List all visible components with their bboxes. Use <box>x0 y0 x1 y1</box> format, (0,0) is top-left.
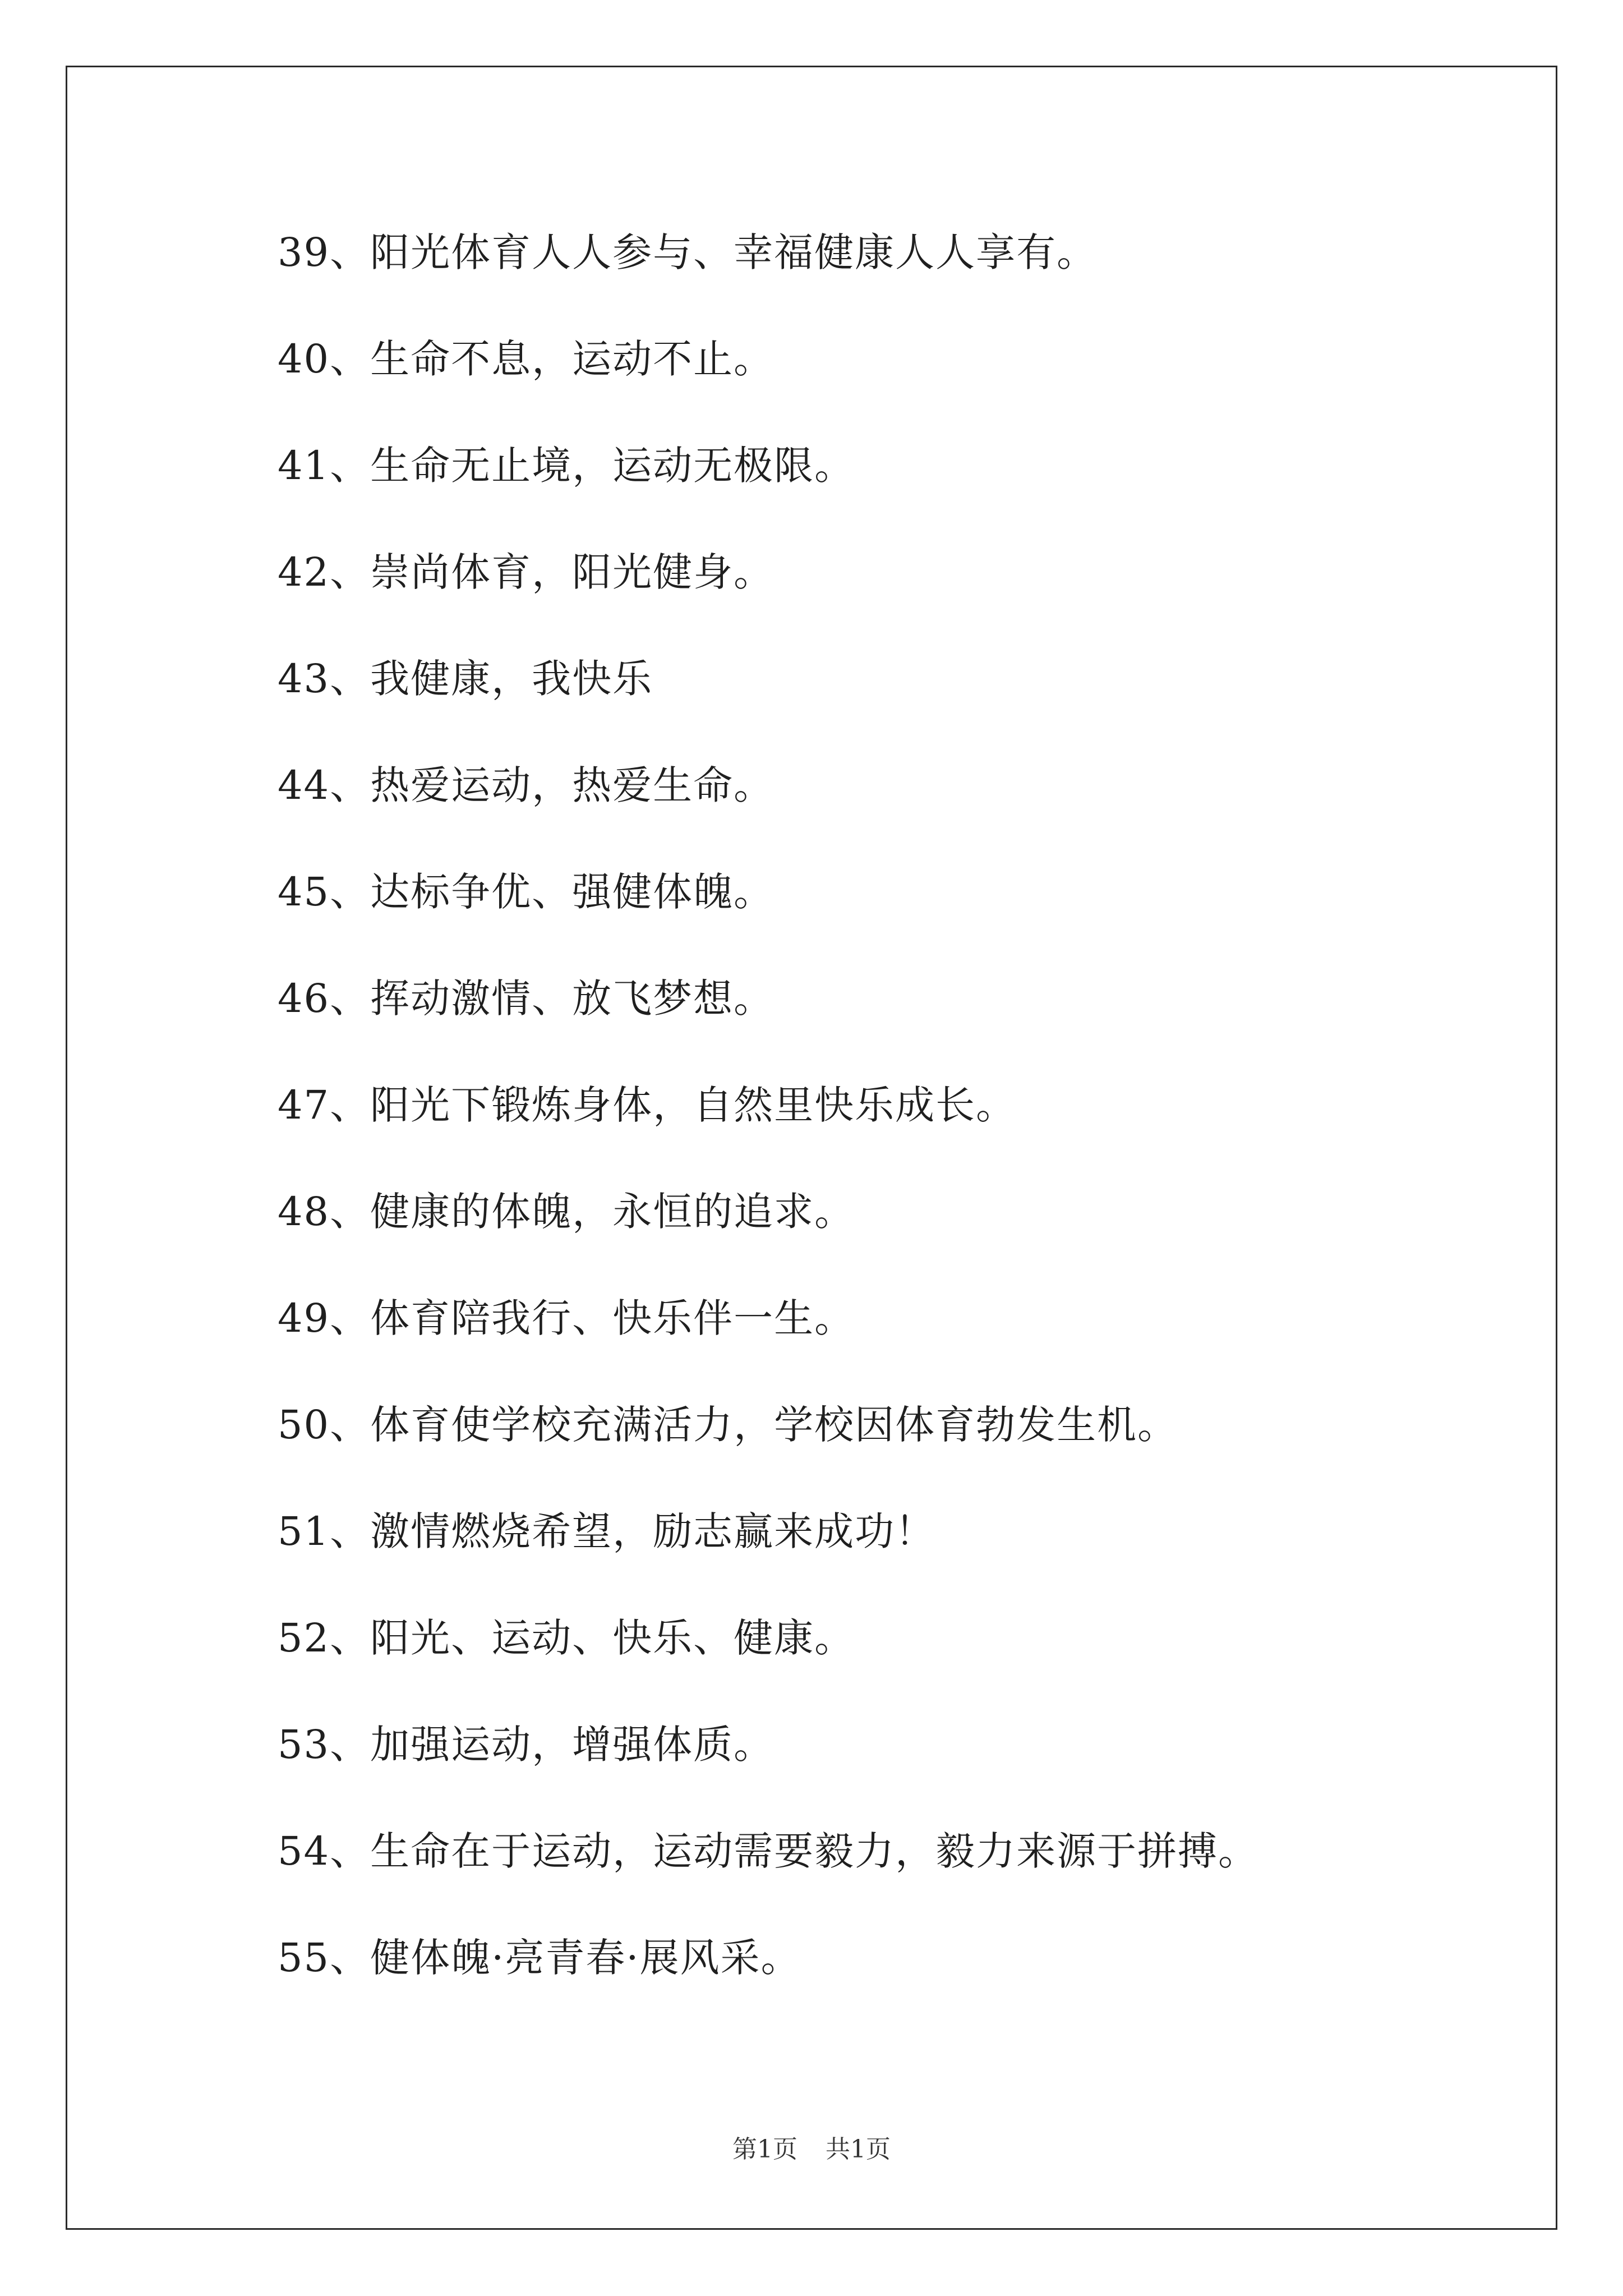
item-separator: 、 <box>330 549 371 595</box>
item-separator: 、 <box>330 1189 371 1235</box>
item-number: 50 <box>278 1402 330 1448</box>
item-separator: 、 <box>330 656 371 702</box>
item-text: 崇尚体育，阳光健身。 <box>370 549 774 595</box>
list-item <box>278 1719 774 1770</box>
list-item <box>278 1826 1258 1876</box>
item-separator: 、 <box>330 336 371 382</box>
page-border <box>66 66 1557 2230</box>
item-separator: 、 <box>330 1828 371 1874</box>
item-separator: 、 <box>330 443 371 489</box>
item-separator: 、 <box>330 762 371 808</box>
item-separator: 、 <box>330 1508 371 1554</box>
item-text: 达标争优、强健体魄。 <box>370 869 774 915</box>
item-text: 体育陪我行、快乐伴一生。 <box>370 1295 855 1341</box>
page-total: 共1页 <box>826 2135 891 2164</box>
item-text: 生命不息，运动不止。 <box>370 336 774 382</box>
list-item <box>278 547 774 597</box>
item-text: 我健康，我快乐 <box>370 656 653 702</box>
item-text: 挥动激情、放飞梦想。 <box>370 976 774 1022</box>
list-item <box>278 334 774 384</box>
item-separator: 、 <box>330 1295 371 1341</box>
item-text: 阳光体育人人参与、幸福健康人人享有。 <box>370 229 1098 275</box>
item-separator: 、 <box>330 976 371 1022</box>
list-item <box>278 654 653 704</box>
item-text: 体育使学校充满活力，学校因体育勃发生机。 <box>370 1402 1178 1448</box>
item-number: 42 <box>278 549 330 595</box>
item-separator: 、 <box>330 1935 371 1981</box>
list-item <box>278 1293 855 1343</box>
page-footer <box>0 2129 1623 2165</box>
item-text: 健体魄·亮青春·展风采。 <box>370 1935 801 1981</box>
item-text: 加强运动，增强体质。 <box>370 1722 774 1768</box>
item-separator: 、 <box>330 1402 371 1448</box>
item-separator: 、 <box>330 869 371 915</box>
item-separator: 、 <box>330 1082 371 1128</box>
item-number: 51 <box>278 1508 330 1554</box>
item-separator: 、 <box>330 1722 371 1768</box>
list-item <box>278 1506 935 1557</box>
list-item <box>278 1186 855 1237</box>
item-number: 54 <box>278 1828 330 1874</box>
item-number: 39 <box>278 229 330 275</box>
item-number: 49 <box>278 1295 330 1341</box>
item-number: 40 <box>278 336 330 382</box>
item-text: 阳光下锻炼身体，自然里快乐成长。 <box>370 1082 1017 1128</box>
list-item <box>278 1400 1178 1450</box>
list-item <box>278 760 774 811</box>
list-item <box>278 973 774 1024</box>
item-number: 45 <box>278 869 330 915</box>
list-item <box>278 1932 801 1983</box>
item-number: 47 <box>278 1082 330 1128</box>
item-text: 生命无止境，运动无极限。 <box>370 443 855 489</box>
item-number: 53 <box>278 1722 330 1768</box>
item-text: 阳光、运动、快乐、健康。 <box>370 1615 855 1661</box>
item-separator: 、 <box>330 1615 371 1661</box>
item-number: 48 <box>278 1189 330 1235</box>
list-item <box>278 867 774 917</box>
item-number: 46 <box>278 976 330 1022</box>
item-separator: 、 <box>330 229 371 275</box>
item-number: 43 <box>278 656 330 702</box>
list-item <box>278 227 1097 278</box>
item-text: 激情燃烧希望，励志赢来成功！ <box>370 1508 936 1554</box>
list-item <box>278 1613 855 1663</box>
item-number: 55 <box>278 1935 330 1981</box>
item-text: 生命在于运动，运动需要毅力，毅力来源于拼搏。 <box>370 1828 1259 1874</box>
item-text: 健康的体魄，永恒的追求。 <box>370 1189 855 1235</box>
item-number: 52 <box>278 1615 330 1661</box>
item-number: 44 <box>278 762 330 808</box>
list-item <box>278 440 855 491</box>
page-number: 第1页 <box>732 2135 797 2164</box>
item-number: 41 <box>278 443 330 489</box>
item-text: 热爱运动，热爱生命。 <box>370 762 774 808</box>
list-item <box>278 1080 1016 1130</box>
